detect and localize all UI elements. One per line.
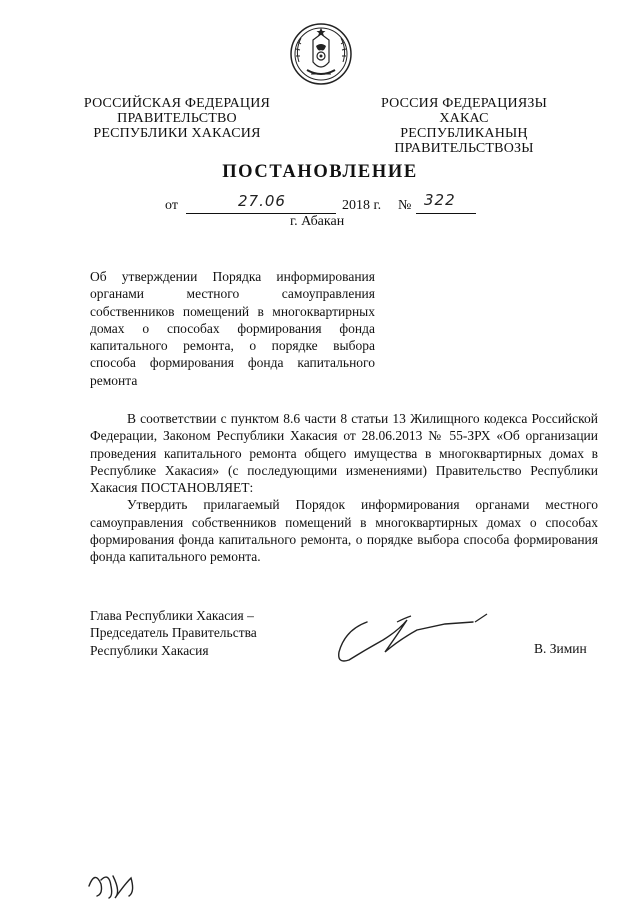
date-prefix: от [165, 198, 178, 213]
body-paragraph: В соответствии с пунктом 8.6 части 8 статьи 13 Жилищного кодекса Российской Федерации, Законом Республики Хакасия от 28.06.2013 № 55-ЗРХ «Об организации проведения капитального ремонта общего имущества в многоквартирных домах в Республике Хакасия» (с последующими изменениями) Правительство Республики Хакасия ПОСТАНОВЛЯЕТ: [90, 411, 598, 496]
handwritten-initials [85, 862, 145, 902]
number-label: № [398, 198, 412, 213]
date-year: 2018 г. [342, 198, 382, 213]
document-title: ПОСТАНОВЛЕНИЕ [222, 162, 418, 182]
header-left-line: РОССИЙСКАЯ ФЕДЕРАЦИЯ [83, 96, 271, 111]
date-handwritten: 27.06 [238, 192, 286, 210]
body-paragraph: Утвердить прилагаемый Порядок информирования органами местного самоуправления собственников помещений в многоквартирных домах о способах формирования фонда капитального ремонта, о порядке выбора способа формирования фонда капитального ремонта. [90, 497, 598, 565]
header-right-line: РОССИЯ ФЕДЕРАЦИЯЗЫ [380, 96, 548, 111]
header-right-line: ПРАВИТЕЛЬСТВОЗЫ [394, 141, 534, 156]
signatory-title-line: Глава Республики Хакасия – [90, 608, 254, 623]
handwritten-signature [325, 600, 495, 672]
subject-text: Об утверждении Порядка информирования органами местного самоуправления собственников помещений в многоквартирных домах о способах формирования фонда капитального ремонта, о порядке выбора способа формирования фонда капитального ремонта [90, 269, 375, 388]
number-handwritten: 322 [424, 191, 456, 209]
signatory-name: В. Зимин [534, 641, 587, 656]
signatory-title-line: Республики Хакасия [90, 642, 209, 658]
header-right [374, 96, 554, 156]
header-left [82, 96, 272, 141]
signatory-title-line: Председатель Правительства [90, 625, 257, 641]
subject [90, 268, 375, 389]
city: г. Абакан [290, 214, 345, 229]
coat-of-arms-icon [289, 22, 353, 86]
signatory-title [90, 607, 257, 659]
header-left-line: ПРАВИТЕЛЬСТВО [117, 111, 237, 126]
body-text [90, 410, 598, 566]
header-left-line: РЕСПУБЛИКИ ХАКАСИЯ [93, 126, 261, 141]
header-right-line: ХАКАС РЕСПУБЛИКАНЫҢ [400, 111, 528, 141]
